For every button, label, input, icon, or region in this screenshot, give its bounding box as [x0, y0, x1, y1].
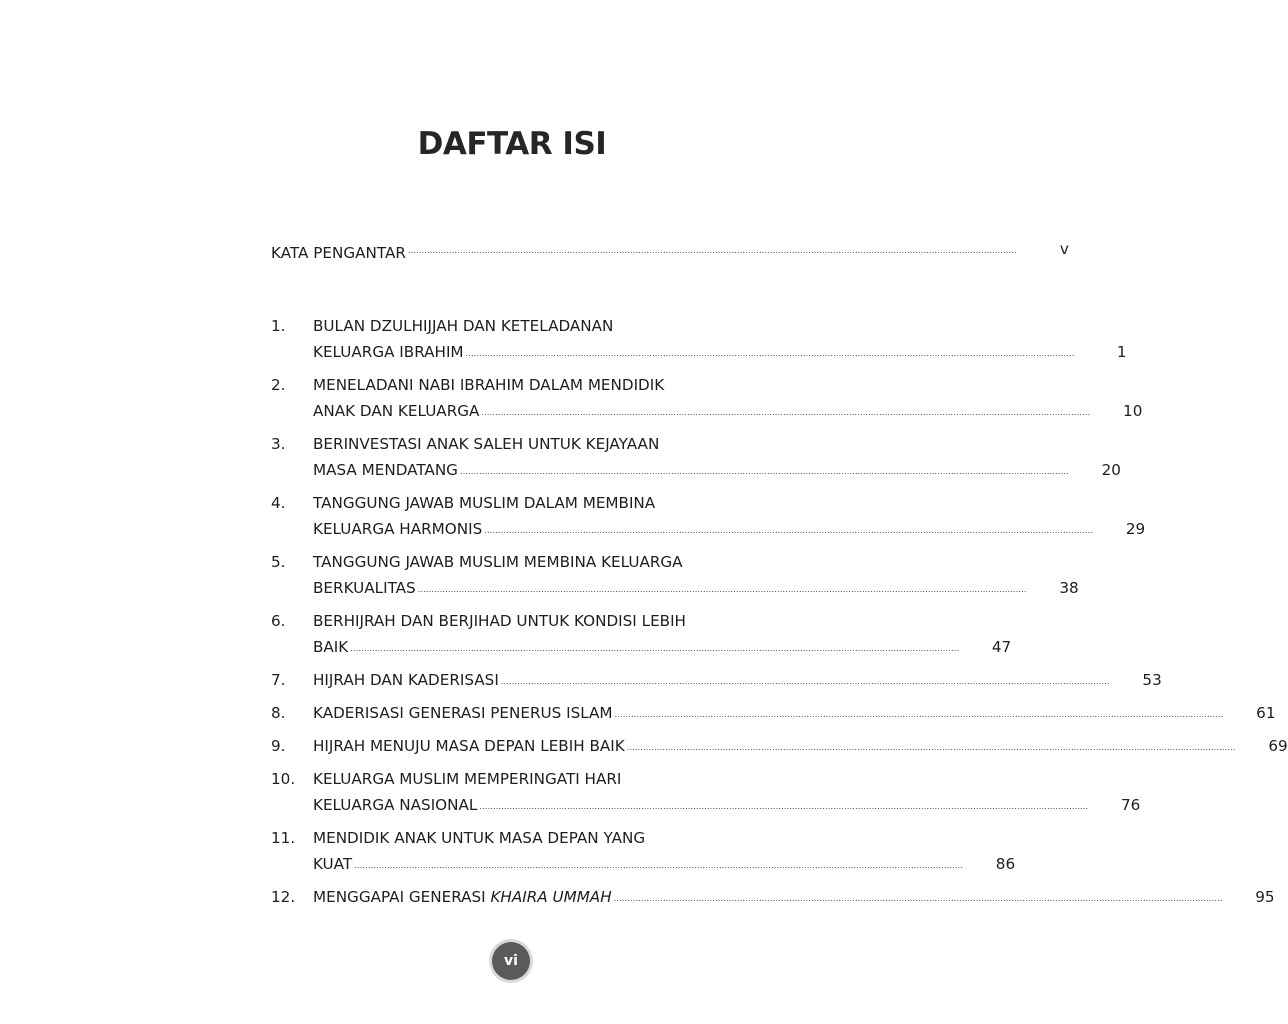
- dot-leader: [350, 642, 959, 656]
- toc-entry-number: 8.: [271, 704, 286, 722]
- toc-page-number: 29: [1125, 520, 1146, 538]
- toc-entry-line: TANGGUNG JAWAB MUSLIM MEMBINA KELUARGA: [313, 553, 683, 571]
- dot-leader: [614, 892, 1223, 906]
- toc-entry-number: 2.: [271, 376, 286, 394]
- toc-page-number: 38: [1059, 579, 1079, 597]
- toc-entry-label: ANAK DAN KELUARGA: [313, 402, 480, 420]
- toc-entry-kata-pengantar: [271, 236, 1069, 262]
- toc-entry-number: 3.: [271, 435, 286, 453]
- toc-entry-label: MASA MENDATANG: [313, 461, 458, 479]
- toc-entry-line: BERHIJRAH DAN BERJIHAD UNTUK KONDISI LEBIH: [313, 612, 686, 630]
- toc-entry-number: 10.: [271, 770, 296, 788]
- toc-entry-11: [271, 825, 1016, 877]
- dot-leader: [408, 244, 1017, 258]
- toc-entry-label: MENGGAPAI GENERASI: [313, 888, 491, 906]
- dot-leader: [418, 583, 1027, 597]
- toc-entry-label: HIJRAH DAN KADERISASI: [313, 671, 499, 689]
- toc-entry-label: BERKUALITAS: [313, 579, 416, 597]
- toc-entry-number: 1.: [271, 317, 286, 335]
- toc-entry-4: [271, 490, 1146, 542]
- toc-page-number: 69: [1268, 737, 1288, 755]
- dot-leader: [354, 859, 963, 873]
- toc-page-number: v: [1059, 240, 1069, 258]
- dot-leader: [501, 675, 1110, 689]
- page-number: vi: [492, 942, 530, 980]
- toc-entry-label: KELUARGA HARMONIS: [313, 520, 483, 538]
- toc-page-number: 76: [1120, 796, 1141, 814]
- toc-page-number: 10: [1123, 402, 1143, 420]
- dot-leader: [615, 708, 1224, 722]
- toc-entry-2: [271, 372, 1143, 424]
- page-number-badge: [489, 939, 533, 983]
- toc-entry-line: MENDIDIK ANAK UNTUK MASA DEPAN YANG: [313, 829, 646, 847]
- toc-page-number: 20: [1101, 461, 1121, 479]
- toc-page-number: 47: [991, 638, 1012, 656]
- dot-leader: [460, 465, 1069, 479]
- toc-entry-7: [271, 667, 1162, 693]
- toc-entry-label: KATA PENGANTAR: [271, 244, 406, 262]
- toc-page-number: 53: [1142, 671, 1162, 689]
- toc-entry-8: [271, 700, 1276, 726]
- toc-page-number: 1: [1116, 343, 1127, 361]
- toc-entry-number: 7.: [271, 671, 286, 689]
- toc-entry-6: [271, 608, 1012, 660]
- dot-leader: [479, 800, 1088, 814]
- dot-leader: [484, 524, 1093, 538]
- page-title: DAFTAR ISI: [417, 126, 607, 162]
- toc-entry-label: HIJRAH MENUJU MASA DEPAN LEBIH BAIK: [313, 737, 625, 755]
- toc-entry-1: [271, 313, 1127, 365]
- toc-entry-label: KELUARGA IBRAHIM: [313, 343, 464, 361]
- toc-entry-number: 11.: [271, 829, 296, 847]
- toc-entry-line: TANGGUNG JAWAB MUSLIM DALAM MEMBINA: [313, 494, 656, 512]
- toc-entry-label: KELUARGA NASIONAL: [313, 796, 478, 814]
- toc-entry-number: 9.: [271, 737, 286, 755]
- toc-entry-5: [271, 549, 1079, 601]
- toc-page-number: 95: [1255, 888, 1275, 906]
- toc-entry-line: MENELADANI NABI IBRAHIM DALAM MENDIDIK: [313, 376, 665, 394]
- dot-leader: [481, 406, 1090, 420]
- toc-entry-label: KUAT: [313, 855, 353, 873]
- toc-entry-label: BAIK: [313, 638, 349, 656]
- toc-entry-10: [271, 766, 1141, 818]
- toc-entry-9: [271, 733, 1288, 759]
- toc-entry-label: KADERISASI GENERASI PENERUS ISLAM: [313, 704, 613, 722]
- toc-entry-label-italic: KHAIRA UMMAH: [490, 888, 612, 906]
- toc-entry-12: [271, 884, 1275, 910]
- toc-entry-line: BULAN DZULHIJJAH DAN KETELADANAN: [313, 317, 614, 335]
- dot-leader: [466, 347, 1075, 361]
- toc-entry-number: 12.: [271, 888, 296, 906]
- toc-entry-line: BERINVESTASI ANAK SALEH UNTUK KEJAYAAN: [313, 435, 660, 453]
- table-of-contents: [271, 236, 1288, 910]
- toc-entry-3: [271, 431, 1121, 483]
- toc-entry-number: 6.: [271, 612, 286, 630]
- dot-leader: [627, 741, 1236, 755]
- toc-page-number: 86: [995, 855, 1016, 873]
- toc-entry-number: 4.: [271, 494, 286, 512]
- toc-entry-number: 5.: [271, 553, 286, 571]
- toc-entry-line: KELUARGA MUSLIM MEMPERINGATI HARI: [313, 770, 622, 788]
- toc-page-number: 61: [1256, 704, 1276, 722]
